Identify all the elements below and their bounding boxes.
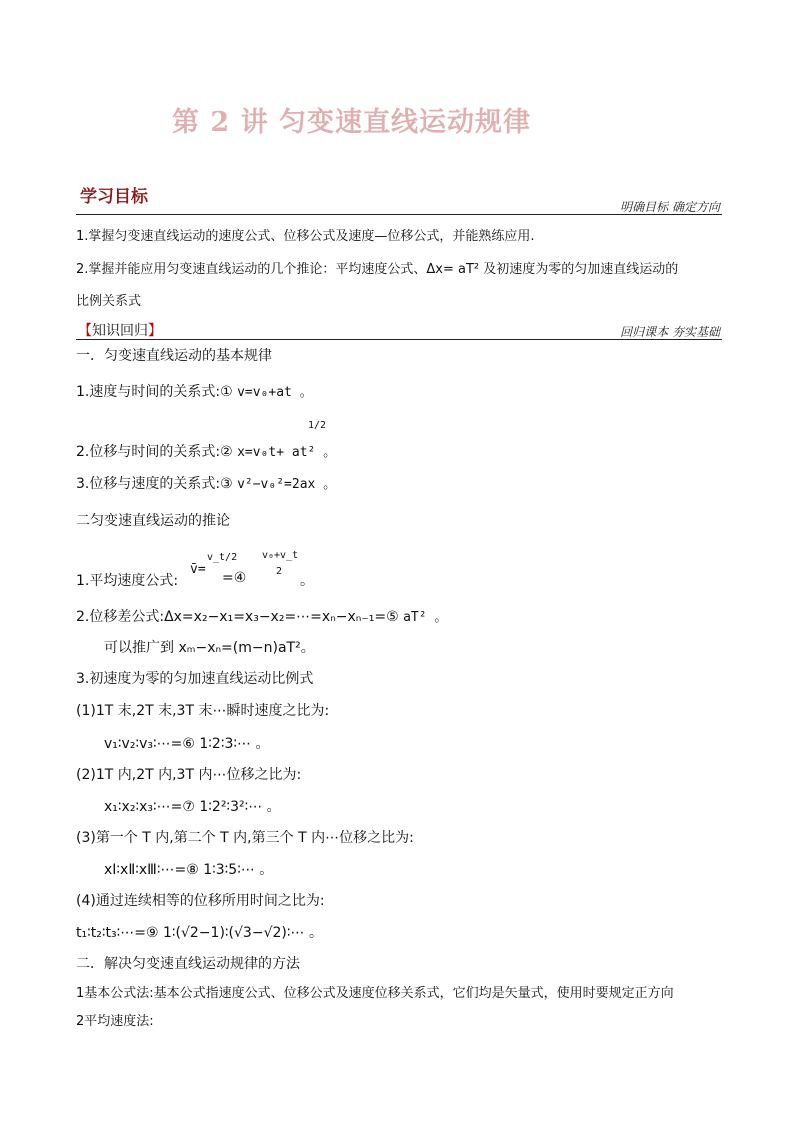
- avg-velocity-end: 。: [300, 573, 314, 589]
- review-right-label: 回归课本 夯实基础: [620, 325, 720, 339]
- avg-velocity-half-time: v_t/2: [207, 552, 238, 563]
- part2-heading: 二匀变速直线运动的推论: [76, 513, 230, 529]
- ratio-4-answer: t₁∶t₂∶t₃∶⋯=⑨ 1∶(√2−1)∶(√3−√2)∶⋯ 。: [76, 925, 323, 941]
- review-heading: [78, 320, 162, 340]
- avg-result-numerator: v₀+v_t: [262, 550, 299, 561]
- part1-line2-formula: x=v₀t+ at² 。: [237, 445, 337, 460]
- avg-velocity-mark: =④: [222, 570, 247, 586]
- page-title: 第 2 讲 匀变速直线运动规律: [172, 107, 531, 138]
- avg-velocity-vbar: v̄=: [190, 562, 206, 577]
- ratio-1-question: (1)1T 末,2T 末,3T 末⋯瞬时速度之比为:: [76, 703, 330, 719]
- part1-line1-formula: v=v₀+at 。: [237, 385, 313, 400]
- part1-line3-formula: v²−v₀²=2ax 。: [237, 477, 337, 492]
- goal-item-2-line-1: 2.掌握并能应用匀变速直线运动的几个推论：平均速度公式、Δx= aT² 及初速度为零的匀加速直线运动的: [76, 262, 679, 277]
- part1-line3-label: 3.位移与速度的关系式:③: [76, 476, 233, 492]
- goals-heading: 学习目标: [80, 187, 148, 207]
- part3-heading: 二．解决匀变速直线运动规律的方法: [76, 956, 300, 972]
- part1-line1: [76, 381, 313, 401]
- avg-result-denominator: 2: [276, 566, 283, 577]
- part1-line2-label: 2.位移与时间的关系式:②: [76, 444, 233, 460]
- ratio-2-answer: x₁∶x₂∶x₃∶⋯=⑦ 1∶2²∶3²∶⋯ 。: [104, 799, 281, 815]
- ratio-heading: 3.初速度为零的匀加速直线运动比例式: [76, 671, 314, 687]
- goal-item-2-line-2: 比例关系式: [76, 294, 142, 309]
- half-fraction: 1/2: [308, 420, 327, 431]
- part1-line2: [76, 441, 336, 461]
- ratio-3-answer: xⅠ∶xⅡ∶xⅢ∶⋯=⑧ 1∶3∶5∶⋯ 。: [104, 862, 274, 878]
- ratio-3-question: (3)第一个 T 内,第二个 T 内,第三个 T 内⋯位移之比为:: [76, 830, 414, 846]
- displacement-diff-result: aT² 。: [403, 610, 448, 625]
- review-heading-text: 知识回归: [92, 323, 148, 339]
- ratio-1-answer: v₁∶v₂∶v₃∶⋯=⑥ 1∶2∶3∶⋯ 。: [104, 736, 270, 752]
- review-bracket-close: 】: [148, 323, 162, 339]
- ratio-2-question: (2)1T 内,2T 内,3T 内⋯位移之比为:: [76, 767, 302, 783]
- avg-velocity-label: 1.平均速度公式:: [76, 573, 179, 589]
- goal-item-1: 1.掌握匀变速直线运动的速度公式、位移公式及速度—位移公式，并能熟练应用.: [76, 229, 535, 244]
- review-bracket-open: 【: [78, 323, 92, 339]
- method-1: 1基本公式法:基本公式指速度公式、位移公式及速度位移关系式，它们均是矢量式，使用时要规定正方向: [76, 986, 674, 1001]
- ratio-4-question: (4)通过连续相等的位移所用时间之比为:: [76, 893, 325, 909]
- part1-line3: [76, 473, 336, 493]
- review-divider: [76, 339, 722, 340]
- displacement-diff-line: [76, 606, 447, 626]
- method-2: 2平均速度法:: [76, 1014, 154, 1029]
- displacement-diff-label: 2.位移差公式:Δx=x₂−x₁=x₃−x₂=⋯=xₙ−xₙ₋₁=⑤: [76, 609, 399, 625]
- part1-heading: 一．匀变速直线运动的基本规律: [76, 348, 272, 364]
- displacement-diff-extension: 可以推广到 xₘ−xₙ=(m−n)aT²。: [104, 640, 315, 656]
- goals-divider: [76, 214, 722, 215]
- part1-line1-label: 1.速度与时间的关系式:①: [76, 384, 233, 400]
- goals-right-label: 明确目标 确定方向: [620, 200, 720, 214]
